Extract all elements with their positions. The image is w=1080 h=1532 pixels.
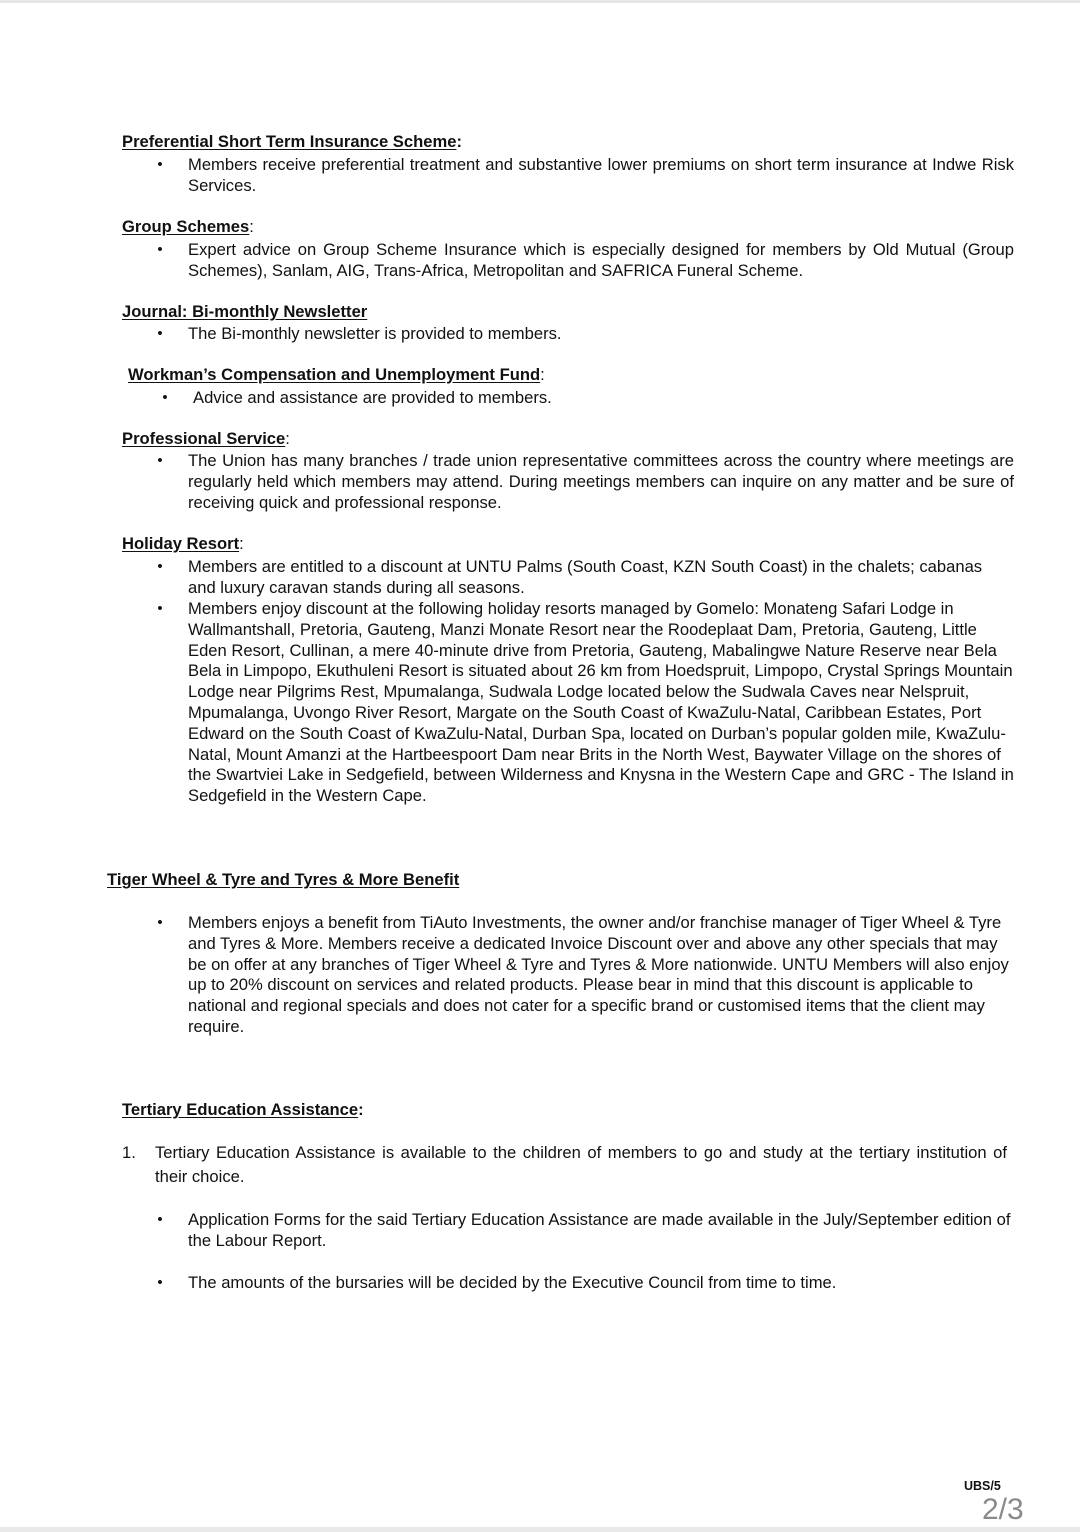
bullet-icon: • bbox=[157, 1211, 163, 1228]
bullet-text: Members enjoys a benefit from TiAuto Investments, the owner and/or franchise manager of Tiger Wheel & Tyre and Tyres & More. Members receive a dedicated Invoice Discount over and above any other specials that may be on offer at any branches of Tiger Wheel & Tyre and Tyres & More nationwide. UNTU Members will also enjoy up to 20% discount on services and related products. Please bear in mind that this discount is applicable to national and regional specials and does not cater for a specific brand or customised items that the client may require. bbox=[188, 913, 1009, 1036]
heading-professional-service bbox=[122, 429, 290, 450]
bullet-icon: • bbox=[157, 241, 163, 258]
bullet-text: Members are entitled to a discount at UNTU Palms (South Coast, KZN South Coast) in the chalets; cabanas and luxury caravan stands during all seasons. bbox=[188, 557, 983, 597]
heading-journal bbox=[122, 302, 367, 323]
bullet-icon: • bbox=[162, 389, 168, 406]
bullet-text: The Bi-monthly newsletter is provided to members. bbox=[188, 324, 562, 343]
heading-tiger-wheel bbox=[107, 870, 459, 891]
heading-text: Tertiary Education Assistance bbox=[122, 1100, 359, 1119]
heading-suffix: : bbox=[456, 132, 462, 151]
bullet-text: Members enjoy discount at the following holiday resorts managed by Gomelo: Monateng Safari Lodge in Wallmantshall, Pretoria, Gauteng, Manzi Monate Resort near the Roodeplaat Dam, Pretoria, Gauteng, Little Eden Resort, Cullinan, a mere 40-minute drive from Pretoria, Gauteng, Mabalingwe Nature Reserve near Bela Bela in Limpopo, Ekuthuleni Resort is situated about 26 km from Hoedspruit, Limpopo, Crystal Springs Mountain Lodge near Pilgrims Rest, Mpumalanga, Sudwala Lodge located below the Sudwala Caves near Nelspruit, Mpumalanga, Uvongo River Resort, Margate on the South Coast of KwaZulu-Natal, Caribbean Estates, Port Edward on the South Coast of KwaZulu-Natal, Durban Spa, located on Durban’s popular golden mile, KwaZulu-Natal, Mount Amanzi at the Hartbeespoort Dam near Brits in the North West, Baywater Village on the shores of the Swartviei Lake in Sedgefield, between Wilderness and Knysna in the Western Cape and GRC - The Island in Sedgefield in the Western Cape. bbox=[188, 599, 1014, 806]
heading-holiday-resort bbox=[122, 534, 244, 555]
bullet-icon: • bbox=[157, 914, 163, 931]
heading-workmans-compensation bbox=[128, 365, 545, 386]
heading-suffix: : bbox=[285, 429, 290, 448]
heading-text: Preferential Short Term Insurance Scheme bbox=[122, 132, 457, 151]
heading-suffix: : bbox=[249, 217, 254, 236]
heading-tertiary-education bbox=[122, 1100, 364, 1121]
bullet-icon: • bbox=[157, 600, 163, 617]
bullet-text: The amounts of the bursaries will be decided by the Executive Council from time to time. bbox=[188, 1273, 837, 1292]
heading-text: Holiday Resort bbox=[122, 534, 240, 553]
bottom-border bbox=[0, 1527, 1080, 1532]
heading-text: Journal: Bi-monthly Newsletter bbox=[122, 302, 368, 321]
numbered-item-text: Tertiary Education Assistance is available to the children of members to go and study at the tertiary institution of their choice. bbox=[155, 1143, 1007, 1186]
bullet-text: Application Forms for the said Tertiary Education Assistance are made available in the July/September edition of the Labour Report. bbox=[188, 1210, 1011, 1250]
top-border bbox=[0, 0, 1080, 3]
bullet-text: The Union has many branches / trade union representative committees across the country where meetings are regularly held which members may attend. During meetings members can inquire on any matter and be sure of receiving quick and professional response. bbox=[188, 451, 1014, 512]
heading-text: Tiger Wheel & Tyre and Tyres & More Benefit bbox=[107, 870, 460, 889]
bullet-icon: • bbox=[157, 156, 163, 173]
heading-suffix: : bbox=[239, 534, 244, 553]
heading-short-term-insurance bbox=[122, 132, 462, 153]
bullet-icon: • bbox=[157, 1274, 163, 1291]
heading-suffix: : bbox=[358, 1100, 364, 1119]
bullet-text: Expert advice on Group Scheme Insurance which is especially designed for members by Old Mutual (Group Schemes), Sanlam, AIG, Trans-Africa, Metropolitan and SAFRICA Funeral Scheme. bbox=[188, 240, 1014, 280]
heading-text: Group Schemes bbox=[122, 217, 250, 236]
list-number: 1. bbox=[122, 1143, 136, 1162]
bullet-icon: • bbox=[157, 558, 163, 575]
bullet-icon: • bbox=[157, 452, 163, 469]
heading-text: Professional Service bbox=[122, 429, 286, 448]
page-indicator: 2/3 bbox=[982, 1493, 1024, 1526]
heading-group-schemes bbox=[122, 217, 254, 238]
heading-text: Workman’s Compensation and Unemployment Fund bbox=[128, 365, 541, 384]
heading-suffix: : bbox=[540, 365, 545, 384]
footer-code: UBS/5 bbox=[964, 1479, 1001, 1493]
bullet-text: Members receive preferential treatment and substantive lower premiums on short term insurance at Indwe Risk Services. bbox=[188, 155, 1014, 195]
bullet-text: Advice and assistance are provided to members. bbox=[193, 388, 552, 407]
bullet-icon: • bbox=[157, 325, 163, 342]
